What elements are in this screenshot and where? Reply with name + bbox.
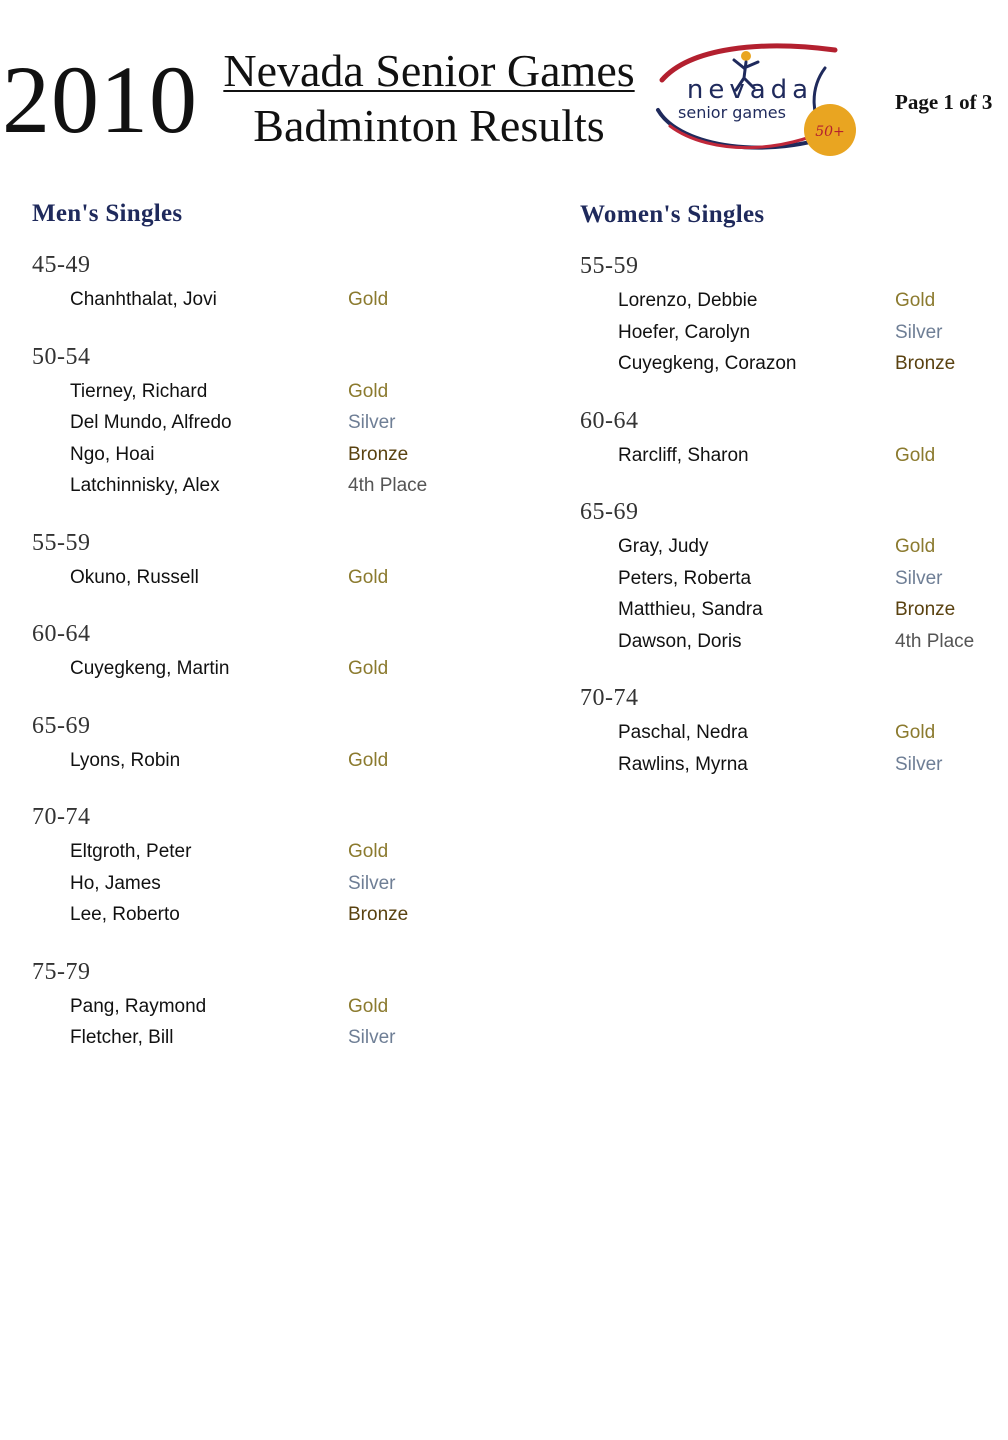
athlete-name: Del Mundo, Alfredo [70,412,232,433]
medal-result: Bronze [348,904,409,925]
medal-result: Gold [348,566,389,588]
age-group [32,788,492,931]
result-row [580,626,1000,658]
athlete-name: Gray, Judy [618,536,709,557]
athlete-name: Ngo, Hoai [70,443,155,465]
result-row [32,376,492,408]
athlete-name: Cuyegkeng, Corazon [618,353,797,374]
medal-result: Gold [895,722,936,743]
age-group-label: 45-49 [32,252,91,278]
result-row [580,285,1000,317]
age-group [580,392,1000,472]
result-row [32,836,492,868]
mens-groups [32,236,492,1054]
age-group-label: 60-64 [32,621,91,647]
age-group-label: 55-59 [580,253,639,279]
medal-result: Silver [348,412,396,433]
age-group [32,697,492,777]
result-row [580,749,1000,781]
womens-groups [580,237,1000,780]
result-row [580,531,1000,563]
result-row [32,284,492,316]
medal-result: Silver [895,321,943,343]
medal-result: Silver [895,567,943,589]
athlete-name: Fletcher, Bill [70,1027,174,1048]
age-group [32,236,492,316]
athlete-name: Ho, James [70,872,161,894]
result-row [32,1022,492,1054]
athlete-name: Lee, Roberto [70,904,180,925]
age-group [580,669,1000,780]
title-subtitle: Badminton Results [253,100,605,151]
age-group [32,328,492,502]
result-row [32,991,492,1023]
medal-result: Gold [895,444,936,466]
athlete-name: Chanhthalat, Jovi [70,289,217,310]
result-row [580,348,1000,380]
section-title-womens: Women's Singles [580,201,765,228]
medal-result: Gold [895,536,936,557]
section-title-mens: Men's Singles [32,200,183,227]
age-group [32,605,492,685]
title-event: Nevada Senior Games [223,45,635,96]
medal-result: Silver [895,753,943,775]
logo-badge-text: 50+ [815,124,845,140]
age-group-label: 65-69 [32,712,91,739]
athlete-name: Lyons, Robin [70,749,181,771]
athlete-name: Dawson, Doris [618,630,742,652]
age-group [580,483,1000,657]
medal-result: Bronze [895,599,956,620]
age-group-label: 65-69 [580,499,639,525]
age-group [580,237,1000,380]
result-row [32,868,492,900]
medal-result: Bronze [348,443,409,465]
athlete-name: Tierney, Richard [70,380,208,402]
medal-result: Gold [348,749,389,771]
age-group-label: 60-64 [580,407,639,434]
athlete-name: Eltgroth, Peter [70,841,192,862]
result-row [32,899,492,931]
result-row [580,594,1000,626]
nevada-senior-games-logo [650,38,860,163]
athlete-name: Lorenzo, Debbie [618,290,758,311]
result-row [580,717,1000,749]
result-row [32,470,492,502]
medal-result: Gold [348,380,389,402]
logo-word: nevada [686,75,814,105]
athlete-name: Rarcliff, Sharon [618,444,749,466]
result-row [580,317,1000,349]
age-group-label: 50-54 [32,343,91,370]
medal-result: Silver [348,872,396,894]
result-row [32,653,492,685]
medal-result: Gold [348,289,389,310]
result-row [580,440,1000,472]
medal-result: Gold [348,841,389,862]
medal-result: Silver [348,1027,396,1048]
age-group [32,943,492,1054]
age-group-label: 70-74 [580,685,639,711]
document-title [210,44,648,154]
result-row [32,562,492,594]
medal-result: 4th Place [895,630,975,652]
age-group [32,514,492,594]
medal-result: Gold [895,290,936,311]
medal-result: Bronze [895,353,956,374]
athlete-name: Paschal, Nedra [618,722,748,743]
athlete-name: Pang, Raymond [70,995,207,1017]
result-row [32,439,492,471]
medal-result: Gold [348,995,389,1017]
athlete-name: Peters, Roberta [618,567,752,589]
page-number: Page 1 of 3 [895,90,993,114]
athlete-name: Cuyegkeng, Martin [70,658,230,679]
medal-result: Gold [348,658,389,679]
age-group-label: 70-74 [32,804,91,830]
womens-singles-section [580,197,1000,792]
year-heading: 2010 [2,46,198,153]
medal-result: 4th Place [348,475,428,496]
result-row [32,407,492,439]
mens-singles-section [32,196,492,1066]
result-row [580,563,1000,595]
athlete-name: Rawlins, Myrna [618,753,748,775]
age-group-label: 55-59 [32,529,91,556]
athlete-name: Latchinnisky, Alex [70,475,220,496]
athlete-name: Hoefer, Carolyn [618,321,751,343]
result-row [32,745,492,777]
athlete-name: Matthieu, Sandra [618,599,763,620]
logo-subtitle: senior games [678,103,786,122]
age-group-label: 75-79 [32,958,91,985]
athlete-name: Okuno, Russell [70,566,199,588]
